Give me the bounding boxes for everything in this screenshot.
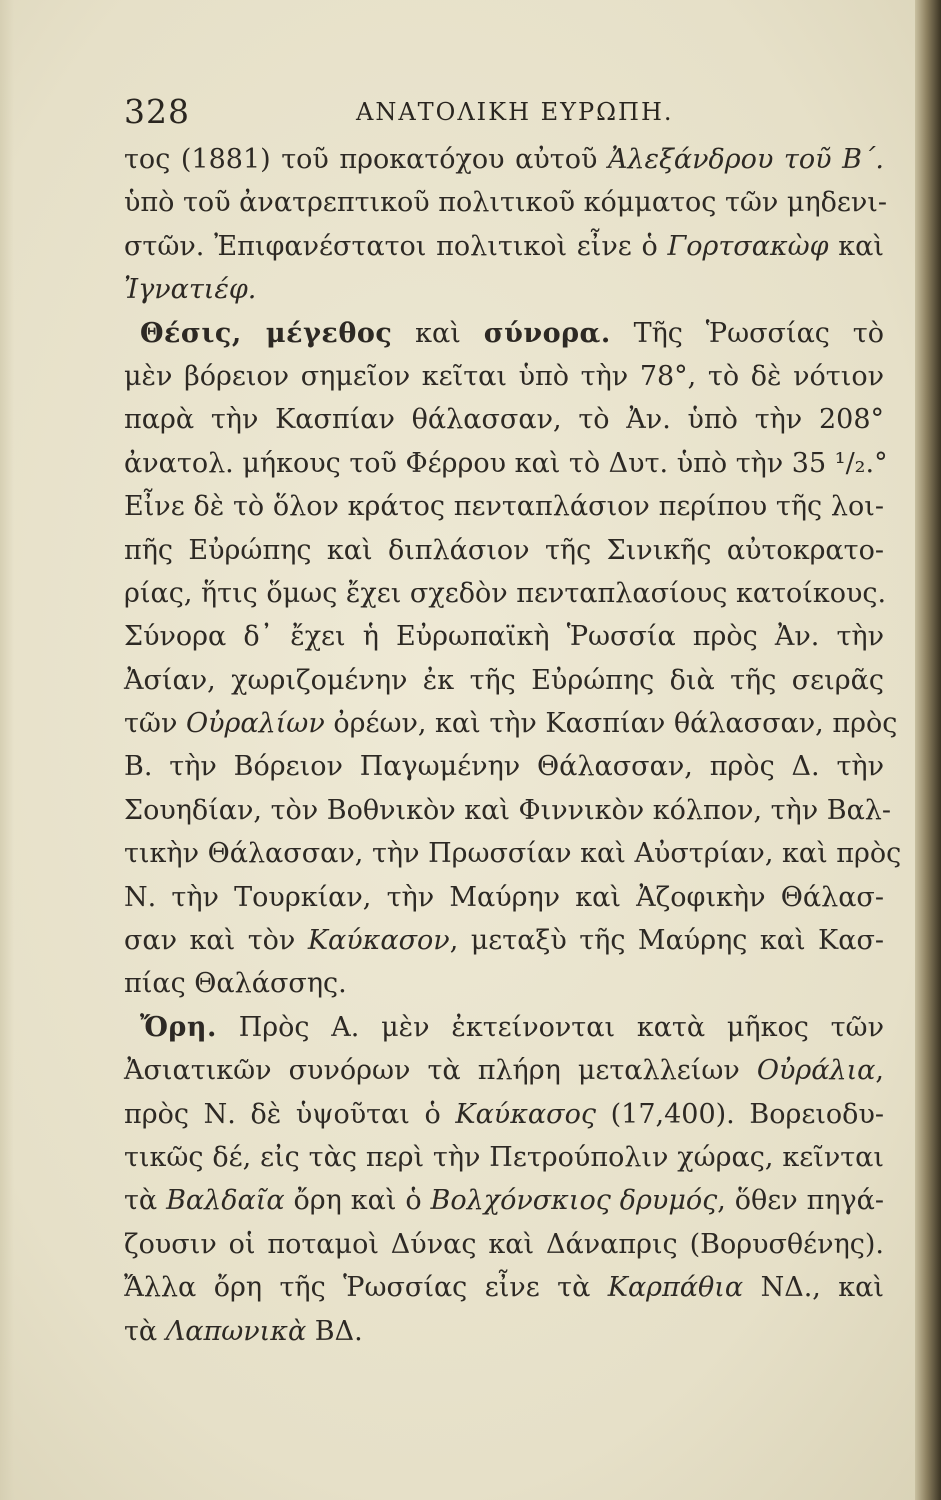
text-line	[124, 1310, 884, 1353]
text-line	[124, 529, 884, 572]
text-run: Πρὸς Α. μὲν ἐκτείνονται κατὰ μῆκος τῶν	[216, 1011, 884, 1043]
text-run: Σουηδίαν, τὸν Βοθνικὸν καὶ Φιννικὸν κόλπον, τὴν Βαλ-	[124, 794, 892, 826]
text-line	[124, 1049, 884, 1092]
text-line	[124, 355, 884, 398]
text-run: , ὅθεν πηγά-	[717, 1185, 884, 1217]
italic-term: Καύκασος	[455, 1098, 596, 1130]
italic-term: Βαλδαῖα	[166, 1185, 285, 1217]
text-line	[124, 1266, 884, 1309]
italic-term: Ἰγνατιέφ.	[124, 274, 257, 306]
italic-term: Καρπάθια	[607, 1272, 744, 1304]
section-heading: σύνορα.	[483, 317, 611, 349]
italic-term: Βολχόνσκιος δρυμός	[430, 1185, 718, 1217]
text-run: ΒΔ.	[306, 1315, 363, 1347]
italic-term: Ἀλεξάνδρου τοῦ Β΄.	[607, 144, 884, 175]
text-line	[124, 615, 884, 658]
text-run: τικὴν Θάλασσαν, τὴν Πρωσσίαν καὶ Αὐστρίαν, καὶ πρὸς	[124, 838, 902, 870]
italic-term: Γορτσακὼφ	[667, 230, 829, 262]
text-run: τικῶς δέ, εἰς τὰς περὶ τὴν Πετρούπολιν χώρας, κεῖνται	[124, 1141, 884, 1173]
text-run: Ν. τὴν Τουρκίαν, τὴν Μαύρην καὶ Ἀζοφικὴν Θάλασ-	[124, 881, 884, 913]
text-run: Ἀσιατικῶν συνόρων τὰ πλήρη μεταλλείων	[124, 1055, 757, 1087]
text-run: Ἄλλα ὄρη τῆς Ῥωσσίας εἶνε τὰ	[124, 1272, 608, 1304]
text-line	[124, 572, 887, 615]
text-line	[124, 919, 884, 962]
text-line	[124, 659, 884, 702]
page-number: 328	[124, 92, 190, 131]
text-run: στῶν. Ἐπιφανέστατοι πολιτικοὶ εἶνε ὁ	[124, 230, 668, 262]
text-run: παρὰ τὴν Κασπίαν θάλασσαν, τὸ Ἀν. ὑπὸ τὴν 208°	[124, 404, 884, 436]
text-line	[124, 138, 884, 181]
italic-term: Οὐραλίων	[185, 708, 325, 740]
text-run: ,	[875, 1055, 884, 1087]
text-line	[124, 181, 888, 224]
italic-term: Λαπωνικὰ	[165, 1315, 307, 1347]
page-header	[124, 88, 868, 134]
text-run: τὰ	[124, 1185, 167, 1217]
text-line	[124, 1136, 884, 1179]
text-line	[124, 442, 888, 485]
text-line	[124, 398, 884, 441]
text-run: Ἀσίαν, χωριζομένην ἐκ τῆς Εὐρώπης διὰ τῆς σειρᾶς	[124, 664, 884, 696]
text-line	[124, 225, 884, 268]
text-run: Σύνορα δ᾽ ἔχει ἡ Εὐρωπαϊκὴ Ῥωσσία πρὸς Ἀν. τὴν	[124, 621, 884, 653]
section-heading: Θέσις, μέγεθος	[140, 317, 393, 349]
text-run: Β. τὴν Βόρειον Παγωμένην Θάλασσαν, πρὸς Δ. τὴν	[124, 751, 884, 783]
text-run: τῶν	[124, 708, 186, 740]
text-line	[124, 832, 902, 875]
text-line	[124, 1179, 884, 1222]
text-run: τος (1881) τοῦ προκατόχου αὐτοῦ	[124, 144, 608, 175]
text-run: ὀρέων, καὶ τὴν Κασπίαν θάλασσαν, πρὸς	[324, 708, 898, 740]
text-run: πῆς Εὐρώπης καὶ διπλάσιον τῆς Σινικῆς αὐτοκρατο-	[124, 534, 884, 566]
text-run: ἀνατολ. μήκους τοῦ Φέρρου καὶ τὸ Δυτ. ὑπὸ τὴν 35 ¹/₂.°	[124, 447, 888, 479]
page-gutter-shadow	[0, 0, 14, 1500]
italic-term: Καύκασον	[307, 925, 450, 957]
section-heading: Ὄρη.	[140, 1011, 217, 1043]
text-run: τὰ	[124, 1315, 166, 1347]
text-line	[124, 962, 884, 1005]
running-head: ΑΝΑΤΟΛΙΚΗ ΕΥΡΩΠΗ.	[356, 98, 674, 126]
text-line	[124, 745, 884, 788]
text-run: ρίας, ἥτις ὅμως ἔχει σχεδὸν πενταπλασίους κατοίκους.	[124, 577, 887, 609]
text-run: Τῆς Ῥωσσίας τὸ	[610, 317, 884, 349]
text-run: πίας Θαλάσσης.	[124, 968, 347, 1000]
text-line	[124, 876, 884, 919]
text-line	[124, 1093, 884, 1136]
text-run: σαν καὶ τὸν	[124, 925, 308, 957]
italic-term: Οὐράλια	[756, 1055, 876, 1087]
text-line	[124, 312, 884, 355]
text-run: ΝΔ., καὶ	[743, 1272, 884, 1304]
text-run: πρὸς Ν. δὲ ὑψοῦται ὁ	[124, 1098, 456, 1130]
text-line	[124, 485, 884, 528]
text-line	[124, 1006, 884, 1049]
text-line	[124, 789, 892, 832]
text-line	[124, 268, 884, 311]
text-run: ὄρη καὶ ὁ	[284, 1185, 431, 1217]
text-run: ζουσιν οἱ ποταμοὶ Δύνας καὶ Δάναπρις (Βορυσθένης).	[124, 1228, 884, 1260]
text-run: ὑπὸ τοῦ ἀνατρεπτικοῦ πολιτικοῦ κόμματος τῶν μηδενι-	[124, 187, 888, 219]
body-text	[124, 138, 902, 1353]
text-run: μὲν βόρειον σημεῖον κεῖται ὑπὸ τὴν 78°, τὸ δὲ νότιον	[124, 360, 884, 392]
text-run: , μεταξὺ τῆς Μαύρης καὶ Κασ-	[449, 925, 885, 957]
text-run: καὶ	[392, 317, 484, 349]
text-run: (17,400). Βορειοδυ-	[595, 1098, 884, 1130]
text-line	[124, 1223, 884, 1266]
text-line	[124, 702, 898, 745]
page-edge-shadow	[915, 0, 941, 1500]
text-run: Εἶνε δὲ τὸ ὅλον κράτος πενταπλάσιον περίπου τῆς λοι-	[124, 491, 884, 523]
text-run: καὶ	[828, 230, 885, 262]
